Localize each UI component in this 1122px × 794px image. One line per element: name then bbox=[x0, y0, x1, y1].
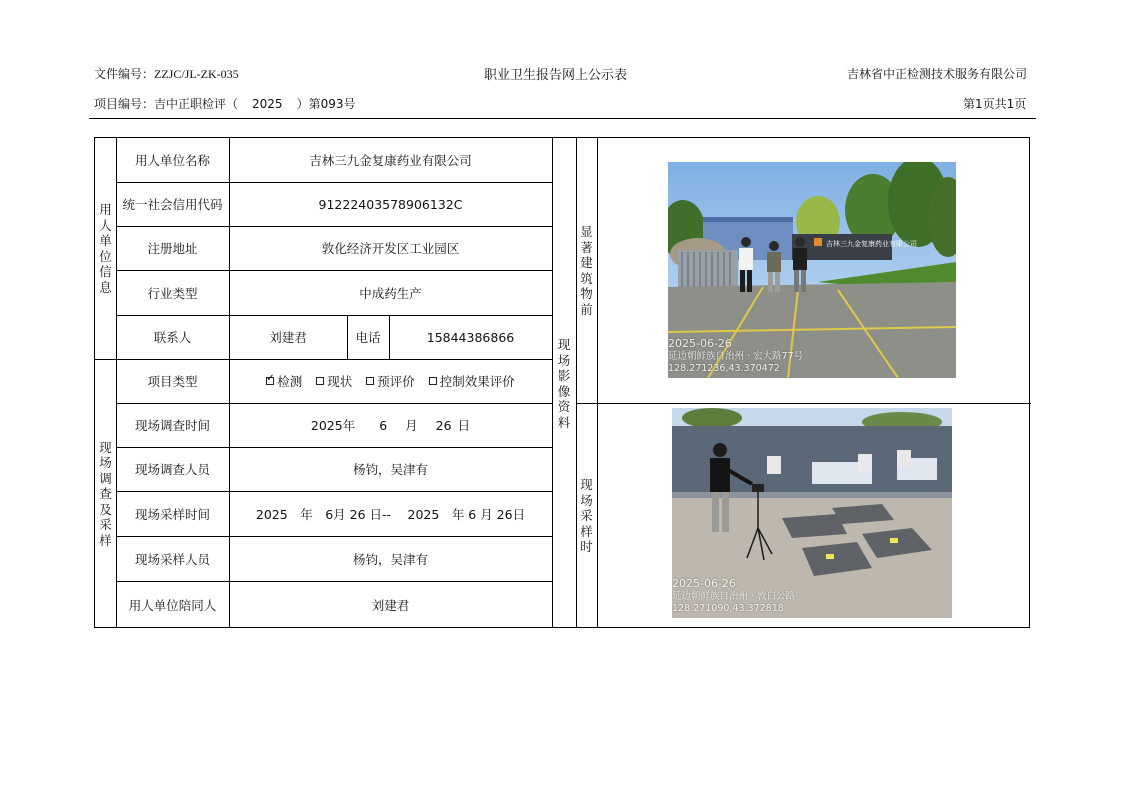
survey-staff-label: 现场调查人员 bbox=[134, 462, 210, 477]
survey-time-value: 2025年 6 月 26 日 bbox=[310, 417, 471, 433]
project-number bbox=[94, 95, 355, 112]
sampling-photo bbox=[672, 408, 952, 618]
site-images-heading: 现 场 影 像 资 料 bbox=[557, 337, 571, 430]
employer-info-heading: 用 人 单 位 信 息 bbox=[99, 202, 112, 295]
page-title: 职业卫生报告网上公示表 bbox=[484, 68, 628, 83]
checkbox-pre-evaluation[interactable]: 预评价 bbox=[366, 372, 415, 390]
checkbox-control-effect[interactable]: 控制效果评价 bbox=[429, 372, 515, 390]
address-label: 注册地址 bbox=[147, 241, 198, 256]
photo2-date: 2025-06-26 bbox=[672, 577, 736, 590]
project-type-options bbox=[229, 359, 552, 403]
photo1-stamp bbox=[668, 338, 803, 376]
checkbox-empty-icon bbox=[366, 377, 374, 385]
building-front-photo bbox=[668, 162, 956, 378]
employer-name-value: 吉林三九金复康药业有限公司 bbox=[309, 153, 472, 168]
photo2-stamp bbox=[672, 578, 795, 616]
survey-sampling-heading: 现 场 调 查 及 采 样 bbox=[99, 439, 112, 548]
checkbox-detection[interactable]: ✓ 检测 bbox=[266, 372, 302, 390]
sampling-time-label: 现场采样时间 bbox=[134, 506, 210, 522]
phone-value: 15844386866 bbox=[426, 329, 515, 345]
survey-staff-value: 杨钧，吴津有 bbox=[352, 462, 428, 477]
survey-time-label: 现场调查时间 bbox=[134, 418, 210, 433]
photo1-date: 2025-06-26 bbox=[668, 337, 732, 350]
industry-value: 中成药生产 bbox=[359, 285, 422, 301]
header-divider bbox=[89, 118, 1036, 119]
svg-text:吉林三九金复康药业有限公司: 吉林三九金复康药业有限公司 bbox=[826, 240, 917, 248]
contact-name: 刘建君 bbox=[269, 330, 307, 345]
file-number-label: 文件编号： bbox=[94, 67, 155, 81]
project-number-suffix: ）第093号 bbox=[296, 97, 356, 111]
industry-label: 行业类型 bbox=[147, 285, 198, 301]
sampling-staff-label: 现场采样人员 bbox=[134, 551, 210, 567]
file-number-value: ZZJC/JL-ZK-035 bbox=[154, 67, 239, 81]
escort-value: 刘建君 bbox=[371, 598, 410, 613]
employer-name-label: 用人单位名称 bbox=[134, 153, 210, 168]
photo1-location: 延边朝鲜族自治州 · 宏大路77号 bbox=[668, 350, 804, 362]
checkbox-empty-icon bbox=[316, 377, 324, 385]
company-name: 吉林省中正检测技术服务有限公司 bbox=[847, 67, 1028, 81]
checkbox-status[interactable]: 现状 bbox=[316, 372, 352, 390]
project-year: 2025 bbox=[252, 97, 283, 111]
photo1-coords: 128.271236,43.370472 bbox=[668, 363, 780, 374]
sampling-staff-value: 杨钧，吴津有 bbox=[352, 551, 428, 567]
page-info: 第1页共1页 bbox=[963, 97, 1027, 111]
address-value: 敦化经济开发区工业园区 bbox=[321, 241, 460, 256]
file-number bbox=[94, 65, 239, 82]
checkbox-checked-icon bbox=[266, 377, 274, 385]
contact-label: 联系人 bbox=[153, 330, 192, 345]
disclosure-table bbox=[94, 137, 1030, 628]
checkbox-empty-icon bbox=[429, 377, 437, 385]
grid-line bbox=[576, 403, 1031, 404]
photo1-caption: 显 著 建 筑 物 前 bbox=[580, 224, 593, 317]
project-number-label: 项目编号：吉中正职检评（ bbox=[94, 97, 239, 111]
photo2-caption: 现 场 采 样 时 bbox=[580, 477, 593, 555]
sampling-time-value: 2025 年 6月 26 日-- 2025 年 6 月 26日 bbox=[255, 506, 526, 522]
credit-code-label: 统一社会信用代码 bbox=[122, 197, 223, 212]
project-type-label: 项目类型 bbox=[147, 374, 198, 389]
photo2-location: 延边朝鲜族自治州 · 敦白公路 bbox=[672, 590, 796, 602]
photo2-coords: 128.271090,43.372818 bbox=[672, 603, 784, 614]
credit-code-value: 91222403578906132C bbox=[318, 196, 463, 212]
escort-label: 用人单位陪同人 bbox=[128, 598, 217, 613]
phone-label: 电话 bbox=[355, 330, 381, 345]
grid-line bbox=[597, 138, 598, 627]
